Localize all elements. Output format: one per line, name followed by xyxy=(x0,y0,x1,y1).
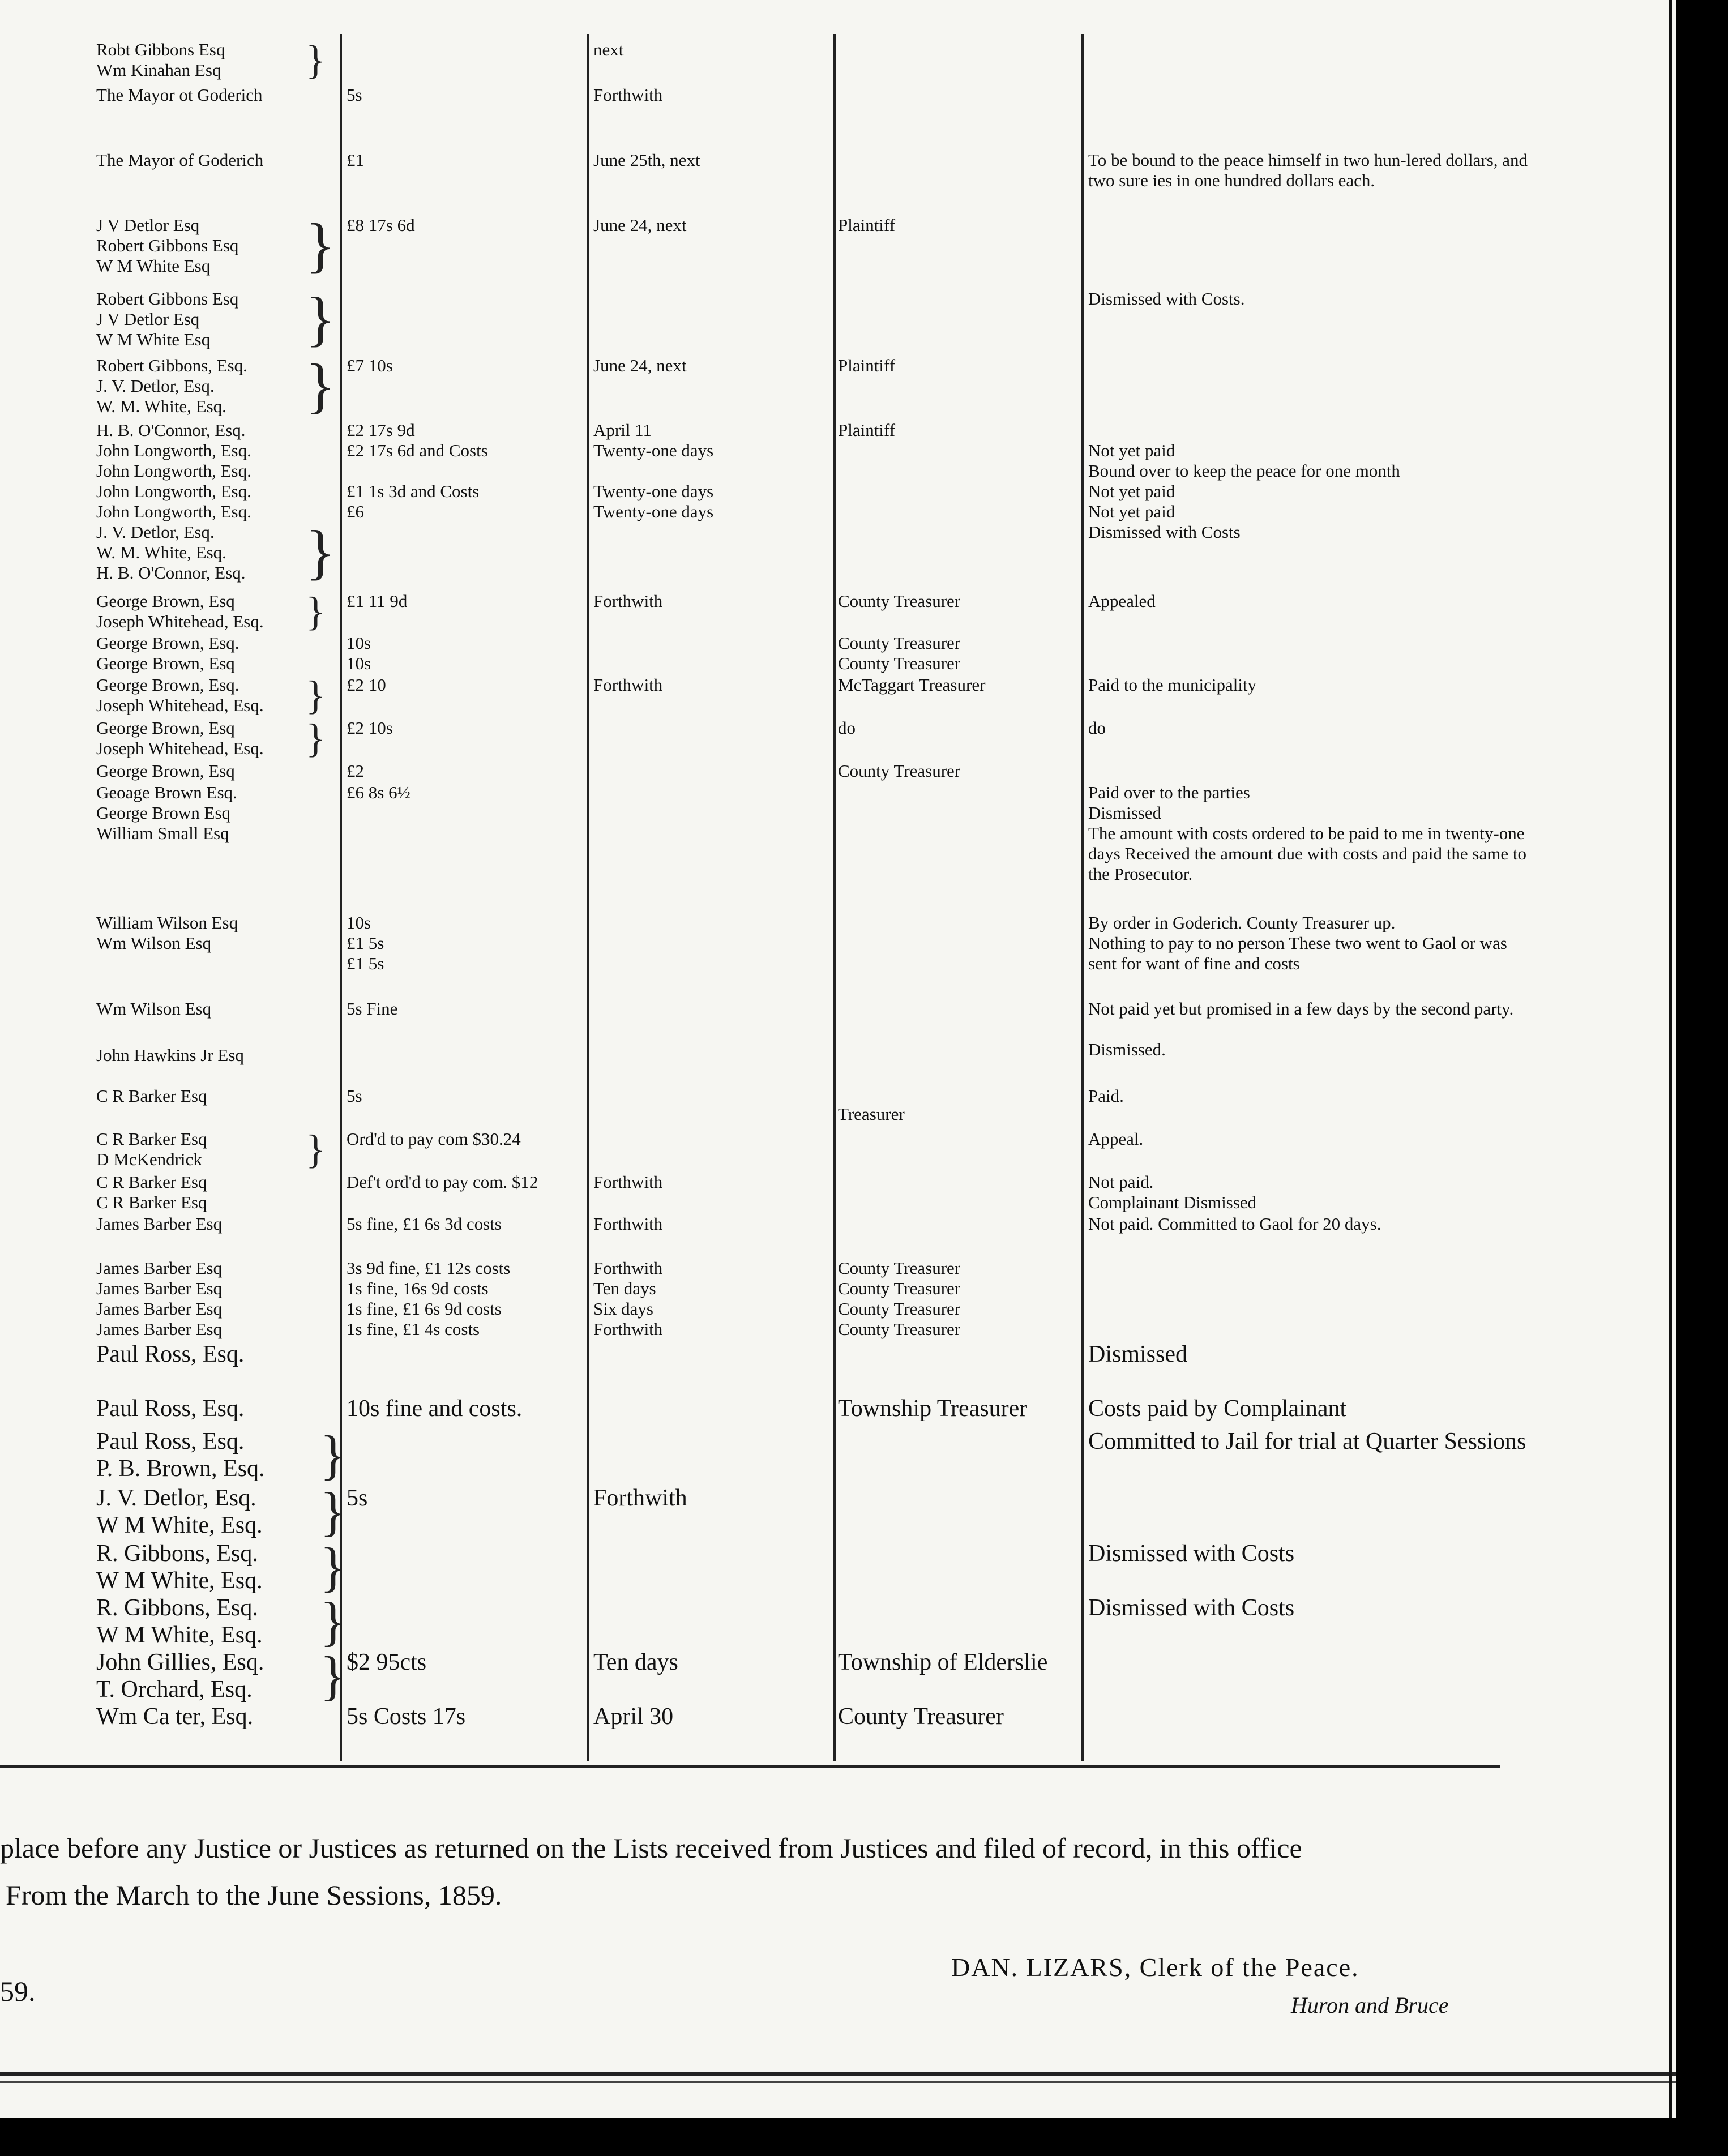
justice-name: Geoage Brown Esq. xyxy=(96,782,237,802)
justice-name: Robert Gibbons, Esq. J. V. Detlor, Esq. W. M. White, Esq. xyxy=(96,356,247,416)
justice-name: The Mayor of Goderich xyxy=(96,150,264,170)
scan-bottom-edge xyxy=(0,2118,1676,2156)
disposal-cell: Not yet paid xyxy=(1088,481,1175,501)
justice-name: James Barber Esq xyxy=(96,1258,223,1278)
justice-name: Paul Ross, Esq. xyxy=(96,1396,245,1422)
amount-cell: £2 17s 9d xyxy=(347,420,415,440)
brace-mark: } xyxy=(306,716,326,761)
disposal-cell: Dismissed with Costs xyxy=(1088,522,1241,542)
amount-cell: 1s fine, 16s 9d costs xyxy=(347,1278,489,1298)
justice-name: William Wilson Esq xyxy=(96,913,238,932)
when-cell: Forthwith xyxy=(593,1258,663,1278)
justice-name: Wm Wilson Esq xyxy=(96,999,212,1019)
bottom-rule xyxy=(0,2072,1676,2076)
when-cell: Six days xyxy=(593,1299,653,1319)
amount-cell: 5s xyxy=(347,85,362,105)
when-cell: Twenty-one days xyxy=(593,481,714,501)
amount-cell: 10s xyxy=(347,913,371,932)
when-cell: Forthwith xyxy=(593,1214,663,1234)
justice-name: Robert Gibbons Esq J V Detlor Esq W M White Esq xyxy=(96,289,239,349)
bottom-rule-thin xyxy=(0,2081,1676,2083)
when-cell: Forthwith xyxy=(593,85,663,105)
brace-mark: } xyxy=(306,352,335,420)
disposal-cell: do xyxy=(1088,718,1106,738)
amount-cell: £1 11 9d xyxy=(347,591,408,611)
when-cell: Forthwith xyxy=(593,675,663,695)
when-cell: Forthwith xyxy=(593,591,663,611)
footer-sessions: From the March to the June Sessions, 1859. xyxy=(6,1879,502,1911)
justice-name: J V Detlor Esq Robert Gibbons Esq W M White Esq xyxy=(96,215,239,276)
brace-mark: } xyxy=(320,1645,347,1706)
justice-name: Robt Gibbons Esq Wm Kinahan Esq xyxy=(96,40,225,80)
justice-name: George Brown, Esq. Joseph Whitehead, Esq. xyxy=(96,675,264,715)
disposal-cell: Complainant Dismissed xyxy=(1088,1192,1257,1212)
disposal-cell: Committed to Jail for trial at Quarter Sessions xyxy=(1088,1428,1526,1455)
disposal-cell: Appealed xyxy=(1088,591,1156,611)
to-whom-cell: County Treasurer xyxy=(838,653,961,673)
when-cell: Forthwith xyxy=(593,1319,663,1339)
to-whom-cell: County Treasurer xyxy=(838,1299,961,1319)
when-cell: next xyxy=(593,40,624,59)
disposal-cell: Dismissed xyxy=(1088,803,1162,823)
amount-cell: £1 5s xyxy=(347,953,384,973)
to-whom-cell: County Treasurer xyxy=(838,1319,961,1339)
amount-cell: 5s Fine xyxy=(347,999,398,1019)
when-cell: Ten days xyxy=(593,1278,656,1298)
justice-name: C R Barker Esq xyxy=(96,1086,207,1106)
justice-name: C R Barker Esq xyxy=(96,1172,207,1192)
when-cell: Forthwith xyxy=(593,1172,663,1192)
justice-name: Wm Wilson Esq xyxy=(96,933,212,953)
disposal-cell: Appeal. xyxy=(1088,1129,1144,1149)
justice-name: George Brown, Esq xyxy=(96,761,235,781)
to-whom-cell: County Treasurer xyxy=(838,761,961,781)
disposal-cell: Dismissed xyxy=(1088,1341,1188,1367)
amount-cell: Def't ord'd to pay com. $12 xyxy=(347,1172,538,1192)
footer-year: 59. xyxy=(0,1975,36,2007)
when-cell: June 24, next xyxy=(593,356,687,375)
justice-name: J. V. Detlor, Esq. W M White, Esq. xyxy=(96,1485,263,1538)
justice-name: James Barber Esq xyxy=(96,1214,223,1234)
brace-mark: } xyxy=(306,519,335,586)
disposal-cell: Dismissed. xyxy=(1088,1040,1166,1059)
disposal-cell: Nothing to pay to no person These two went to Gaol or was sent for want of fine and costs xyxy=(1088,933,1507,973)
to-whom-cell: Treasurer xyxy=(838,1104,905,1124)
to-whom-cell: County Treasurer xyxy=(838,1258,961,1278)
when-cell: Twenty-one days xyxy=(593,440,714,460)
brace-mark: } xyxy=(306,673,326,718)
scan-edge xyxy=(1676,0,1728,2156)
to-whom-cell: Plaintiff xyxy=(838,215,896,235)
justice-name: James Barber Esq xyxy=(96,1319,223,1339)
county-name: Huron and Bruce xyxy=(1291,1992,1449,2018)
justice-name: H. B. O'Connor, Esq. xyxy=(96,420,246,440)
brace-mark: } xyxy=(320,1424,347,1485)
footer-rule xyxy=(0,1765,1500,1768)
when-cell: June 24, next xyxy=(593,215,687,235)
amount-cell: 5s fine, £1 6s 3d costs xyxy=(347,1214,502,1234)
clerk-signature: DAN. LIZARS, Clerk of the Peace. xyxy=(951,1953,1359,1982)
disposal-cell: Paid to the municipality xyxy=(1088,675,1257,695)
brace-mark: } xyxy=(306,212,335,279)
to-whom-cell: do xyxy=(838,718,856,738)
column-rule-2 xyxy=(587,34,589,1761)
justice-name: J. V. Detlor, Esq. W. M. White, Esq. H. B. O'Connor, Esq. xyxy=(96,522,246,583)
disposal-cell: Not paid. Committed to Gaol for 20 days. xyxy=(1088,1214,1381,1234)
justice-name: Wm Ca ter, Esq. xyxy=(96,1704,254,1730)
to-whom-cell: County Treasurer xyxy=(838,633,961,653)
brace-mark: } xyxy=(320,1591,347,1652)
justice-name: R. Gibbons, Esq. W M White, Esq. xyxy=(96,1541,263,1594)
amount-cell: $2 95cts xyxy=(347,1649,427,1675)
amount-cell: £6 xyxy=(347,502,364,521)
when-cell: Twenty-one days xyxy=(593,502,714,521)
amount-cell: £6 8s 6½ xyxy=(347,782,410,802)
amount-cell: £2 10s xyxy=(347,718,393,738)
to-whom-cell: County Treasurer xyxy=(838,591,961,611)
amount-cell: 5s Costs 17s xyxy=(347,1704,466,1730)
disposal-cell: To be bound to the peace himself in two hun-lered dollars, and two sure ies in one hundred dollars each. xyxy=(1088,150,1528,190)
amount-cell: 10s xyxy=(347,653,371,673)
amount-cell: £1 xyxy=(347,150,364,170)
justice-name: George Brown, Esq xyxy=(96,653,235,673)
amount-cell: £2 10 xyxy=(347,675,386,695)
disposal-cell: Bound over to keep the peace for one month xyxy=(1088,461,1400,481)
when-cell: Forthwith xyxy=(593,1485,687,1511)
disposal-cell: Not yet paid xyxy=(1088,502,1175,521)
amount-cell: 1s fine, £1 4s costs xyxy=(347,1319,480,1339)
brace-mark: } xyxy=(320,1537,347,1597)
amount-cell: 5s xyxy=(347,1086,362,1106)
justice-name: George Brown, Esq Joseph Whitehead, Esq. xyxy=(96,591,264,631)
disposal-cell: Costs paid by Complainant xyxy=(1088,1396,1347,1422)
when-cell: June 25th, next xyxy=(593,150,700,170)
justice-name: John Longworth, Esq. xyxy=(96,481,251,501)
when-cell: April 30 xyxy=(593,1704,674,1730)
justice-name: John Hawkins Jr Esq xyxy=(96,1045,244,1065)
to-whom-cell: County Treasurer xyxy=(838,1278,961,1298)
to-whom-cell: Township Treasurer xyxy=(838,1396,1028,1422)
justice-name: James Barber Esq xyxy=(96,1299,223,1319)
justice-name: George Brown, Esq. xyxy=(96,633,239,653)
disposal-cell: Paid over to the parties xyxy=(1088,782,1250,802)
disposal-cell: Paid. xyxy=(1088,1086,1124,1106)
justice-name: Paul Ross, Esq. P. B. Brown, Esq. xyxy=(96,1428,265,1482)
justice-name: George Brown, Esq Joseph Whitehead, Esq. xyxy=(96,718,264,758)
amount-cell: 10s xyxy=(347,633,371,653)
amount-cell: Ord'd to pay com $30.24 xyxy=(347,1129,521,1149)
to-whom-cell: Township of Elderslie xyxy=(838,1649,1048,1675)
justice-name: R. Gibbons, Esq. W M White, Esq. xyxy=(96,1595,263,1648)
justice-name: George Brown Esq xyxy=(96,803,231,823)
justice-name: C R Barker Esq D McKendrick xyxy=(96,1129,207,1169)
brace-mark: } xyxy=(306,1127,326,1172)
amount-cell: £2 xyxy=(347,761,364,781)
amount-cell: £8 17s 6d xyxy=(347,215,415,235)
brace-mark: } xyxy=(306,37,326,83)
amount-cell: £2 17s 6d and Costs xyxy=(347,440,488,460)
disposal-cell: Dismissed with Costs. xyxy=(1088,289,1245,309)
column-rule-3 xyxy=(833,34,836,1761)
justice-name: The Mayor ot Goderich xyxy=(96,85,263,105)
justice-name: C R Barker Esq xyxy=(96,1192,207,1212)
amount-cell: £1 1s 3d and Costs xyxy=(347,481,480,501)
justice-name: James Barber Esq xyxy=(96,1278,223,1298)
disposal-cell: Not paid yet but promised in a few days by the second party. xyxy=(1088,999,1514,1019)
justice-name: John Longworth, Esq. xyxy=(96,440,251,460)
footer-statement: place before any Justice or Justices as returned on the Lists received from Justices and filed of record, in this office xyxy=(0,1832,1302,1864)
to-whom-cell: Plaintiff xyxy=(838,420,896,440)
justice-name: John Gillies, Esq. T. Orchard, Esq. xyxy=(96,1649,264,1702)
justice-name: Paul Ross, Esq. xyxy=(96,1341,245,1367)
brace-mark: } xyxy=(306,285,335,353)
to-whom-cell: County Treasurer xyxy=(838,1704,1004,1730)
justice-name: John Longworth, Esq. xyxy=(96,502,251,521)
to-whom-cell: Plaintiff xyxy=(838,356,896,375)
when-cell: April 11 xyxy=(593,420,652,440)
amount-cell: £1 5s xyxy=(347,933,384,953)
amount-cell: 1s fine, £1 6s 9d costs xyxy=(347,1299,502,1319)
disposal-cell: By order in Goderich. County Treasurer up. xyxy=(1088,913,1396,932)
disposal-cell: Not paid. xyxy=(1088,1172,1154,1192)
amount-cell: £7 10s xyxy=(347,356,393,375)
column-rule-4 xyxy=(1081,34,1084,1761)
brace-mark: } xyxy=(320,1481,347,1542)
brace-mark: } xyxy=(306,589,326,634)
disposal-cell: Not yet paid xyxy=(1088,440,1175,460)
to-whom-cell: McTaggart Treasurer xyxy=(838,675,986,695)
justice-name: William Small Esq xyxy=(96,823,229,843)
justice-name: John Longworth, Esq. xyxy=(96,461,251,481)
amount-cell: 10s fine and costs. xyxy=(347,1396,523,1422)
when-cell: Ten days xyxy=(593,1649,678,1675)
margin-rule xyxy=(1669,0,1672,2118)
amount-cell: 3s 9d fine, £1 12s costs xyxy=(347,1258,511,1278)
amount-cell: 5s xyxy=(347,1485,368,1511)
disposal-cell: Dismissed with Costs xyxy=(1088,1541,1295,1567)
disposal-cell: Dismissed with Costs xyxy=(1088,1595,1295,1621)
disposal-cell: The amount with costs ordered to be paid to me in twenty-one days Received the amount due with costs and paid the same to the Prosecutor. xyxy=(1088,823,1526,884)
